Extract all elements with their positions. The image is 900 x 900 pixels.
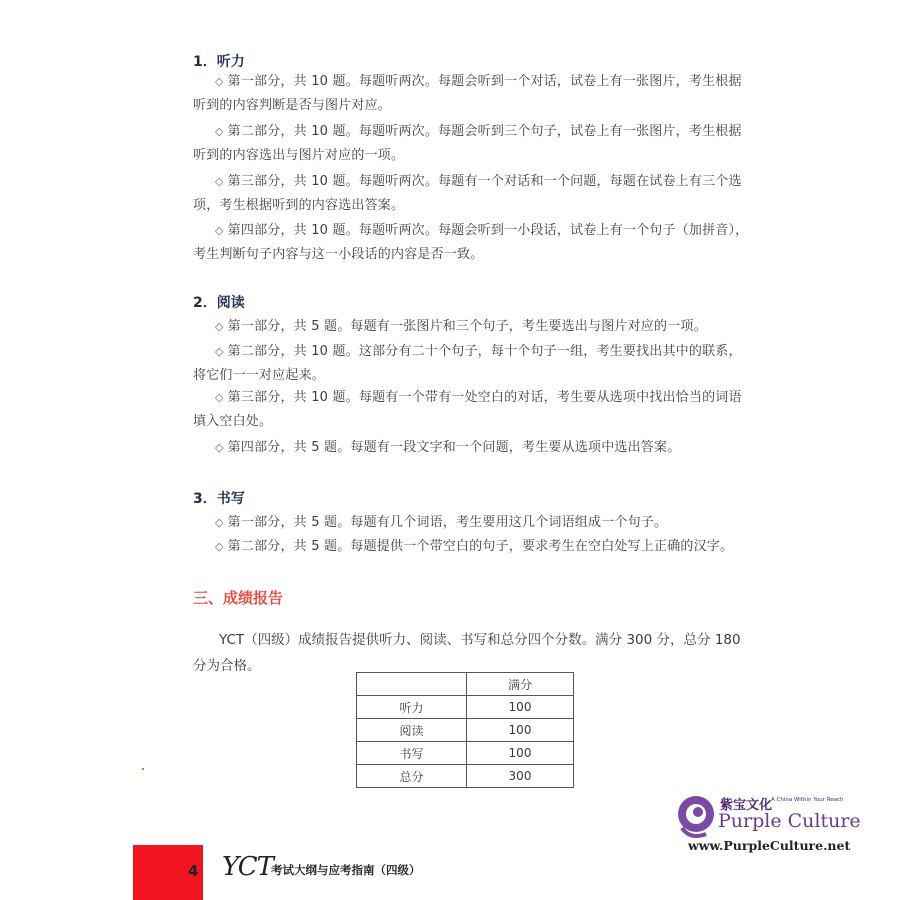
- table-cell-subject: 听力: [357, 696, 467, 719]
- purple-culture-watermark: [676, 792, 886, 862]
- watermark-english-name: Purple Culture: [718, 810, 861, 832]
- diamond-bullet-icon: ◇: [215, 441, 224, 454]
- table-header-row: [357, 673, 574, 696]
- purple-culture-logo-icon: [676, 794, 716, 842]
- diamond-bullet-icon: ◇: [215, 75, 224, 88]
- footer-book-title: 考试大纲与应考指南（四级）: [271, 863, 421, 877]
- table-cell-subject: 总分: [357, 765, 467, 788]
- page-number: 4: [188, 862, 199, 880]
- table-row: [357, 719, 574, 742]
- section-title-listening: 1．听力: [193, 54, 245, 70]
- writing-part-2: ◇ 第二部分，共 5 题。每题提供一个带空白的句子，要求考生在空白处写上正确的汉字。: [215, 539, 734, 554]
- listening-part-1: ◇ 第一部分，共 10 题。每题听两次。每题会听到一个对话，试卷上有一张图片，考生根据听到的内容判断是否与图片对应。: [193, 74, 742, 113]
- diamond-bullet-icon: ◇: [215, 516, 224, 529]
- reading-part-4: ◇ 第四部分，共 5 题。每题有一段文字和一个问题，考生要从选项中选出答案。: [215, 440, 681, 455]
- listening-part-4: ◇ 第四部分，共 10 题。每题听两次。每题会听到一小段话，试卷上有一个句子（加拼音），考生判断句子内容与这一小段话的内容是否一致。: [193, 223, 749, 262]
- table-cell-score: 300: [467, 765, 574, 788]
- score-table: [356, 672, 574, 788]
- table-cell-score: 100: [467, 742, 574, 765]
- speck-decoration: [142, 768, 144, 770]
- reading-part-3: ◇ 第三部分，共 10 题。每题有一个带有一处空白的对话，考生要从选项中找出恰当的词语填入空白处。: [193, 390, 742, 429]
- diamond-bullet-icon: ◇: [215, 540, 224, 553]
- table-cell-subject: 阅读: [357, 719, 467, 742]
- table-cell-score: 100: [467, 696, 574, 719]
- reading-part-2: ◇ 第二部分，共 10 题。这部分有二十个句子，每十个句子一组，考生要找出其中的联系，将它们一一对应起来。: [193, 344, 742, 383]
- watermark-url: www.PurpleCulture.net: [688, 838, 851, 853]
- diamond-bullet-icon: ◇: [215, 125, 224, 138]
- watermark-chinese-name: 紫宝文化: [720, 798, 773, 813]
- diamond-bullet-icon: ◇: [215, 345, 224, 358]
- table-row: [357, 696, 574, 719]
- score-report-text: YCT（四级）成绩报告提供听力、阅读、书写和总分四个分数。满分 300 分，总分 180 分为合格。: [193, 632, 741, 674]
- writing-part-1: ◇ 第一部分，共 5 题。每题有几个词语，考生要用这几个词语组成一个句子。: [215, 515, 668, 530]
- watermark-tagline: A China Within Your Reach: [771, 797, 844, 803]
- yct-logo: YCT: [222, 852, 273, 882]
- listening-part-3: ◇ 第三部分，共 10 题。每题听两次。每题有一个对话和一个问题，每题在试卷上有三个选项，考生根据听到的内容选出答案。: [193, 174, 742, 213]
- table-cell-subject: 书写: [357, 742, 467, 765]
- table-cell-score: 100: [467, 719, 574, 742]
- score-report-heading: 三、成绩报告: [193, 589, 284, 607]
- diamond-bullet-icon: ◇: [215, 391, 224, 404]
- reading-part-1: ◇ 第一部分，共 5 题。每题有一张图片和三个句子，考生要选出与图片对应的一项。: [215, 319, 707, 334]
- listening-part-2: ◇ 第二部分，共 10 题。每题听两次。每题会听到三个句子，试卷上有一张图片，考生根据听到的内容选出与图片对应的一项。: [193, 124, 742, 163]
- diamond-bullet-icon: ◇: [215, 175, 224, 188]
- section-title-writing: 3．书写: [193, 491, 245, 507]
- table-row: [357, 742, 574, 765]
- table-header-cell: 满分: [467, 673, 574, 696]
- diamond-bullet-icon: ◇: [215, 320, 224, 333]
- table-row: [357, 765, 574, 788]
- section-title-reading: 2．阅读: [193, 295, 245, 311]
- diamond-bullet-icon: ◇: [215, 224, 224, 237]
- table-header-cell: [357, 673, 467, 696]
